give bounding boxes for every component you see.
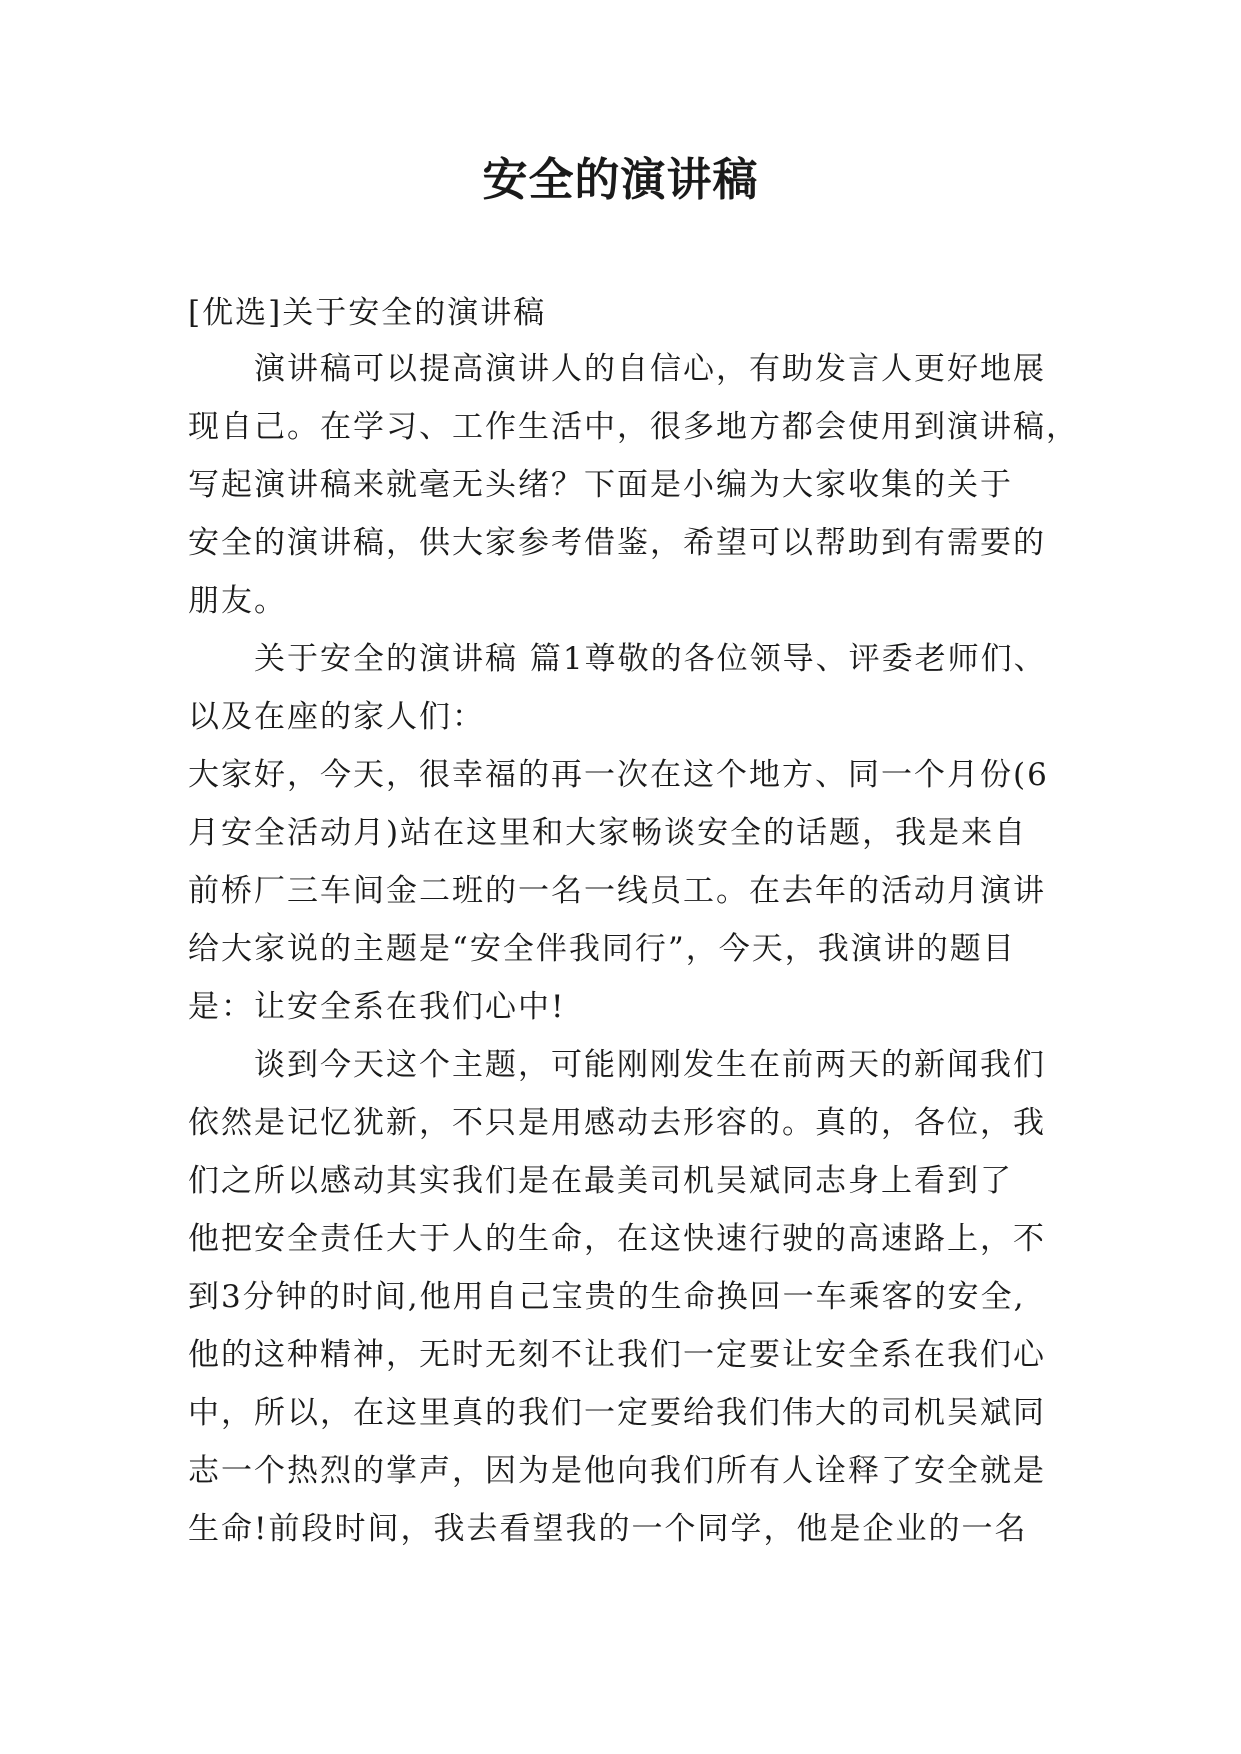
paragraph-line: 他的这种精神，无时无刻不让我们一定要让安全系在我们心 xyxy=(188,1337,1046,1373)
paragraph-line: 演讲稿可以提高演讲人的自信心，有助发言人更好地展 xyxy=(188,351,1046,387)
paragraph-line: 安全的演讲稿，供大家参考借鉴，希望可以帮助到有需要的 xyxy=(188,525,1046,561)
paragraph-line: 现自己。在学习、工作生活中，很多地方都会使用到演讲稿， xyxy=(188,409,1079,445)
paragraph-line: 给大家说的主题是“安全伴我同行”，今天，我演讲的题目 xyxy=(188,931,1016,967)
paragraph-line: 到3分钟的时间,他用自己宝贵的生命换回一车乘客的安全, xyxy=(188,1279,1026,1315)
paragraph-line: 生命!前段时间，我去看望我的一个同学，他是企业的一名 xyxy=(188,1511,1028,1547)
paragraph-line: 依然是记忆犹新，不只是用感动去形容的。真的，各位，我 xyxy=(188,1105,1046,1141)
paragraph-line: 写起演讲稿来就毫无头绪？下面是小编为大家收集的关于 xyxy=(188,467,1013,503)
subtitle-line: [优选]关于安全的演讲稿 xyxy=(188,295,547,331)
paragraph-line: 们之所以感动其实我们是在最美司机吴斌同志身上看到了 xyxy=(188,1163,1013,1199)
paragraph-line: 谈到今天这个主题，可能刚刚发生在前两天的新闻我们 xyxy=(188,1047,1046,1083)
paragraph-line: 中，所以，在这里真的我们一定要给我们伟大的司机吴斌同 xyxy=(188,1395,1046,1431)
paragraph-line: 他把安全责任大于人的生命，在这快速行驶的高速路上，不 xyxy=(188,1221,1046,1257)
paragraph-line: 关于安全的演讲稿 篇1尊敬的各位领导、评委老师们、 xyxy=(188,641,1047,677)
paragraph-line: 大家好，今天，很幸福的再一次在这个地方、同一个月份(6 xyxy=(188,757,1049,793)
document-title: 安全的演讲稿 xyxy=(482,153,759,206)
document-body xyxy=(188,286,1079,1558)
paragraph-line: 志一个热烈的掌声，因为是他向我们所有人诠释了安全就是 xyxy=(188,1453,1046,1489)
paragraph-line: 朋友。 xyxy=(188,583,287,619)
paragraph-line: 月安全活动月)站在这里和大家畅谈安全的话题，我是来自 xyxy=(188,815,1028,851)
paragraph-line: 以及在座的家人们： xyxy=(188,699,485,735)
paragraph-line: 前桥厂三车间金二班的一名一线员工。在去年的活动月演讲 xyxy=(188,873,1046,909)
paragraph-line: 是：让安全系在我们心中! xyxy=(188,989,566,1025)
